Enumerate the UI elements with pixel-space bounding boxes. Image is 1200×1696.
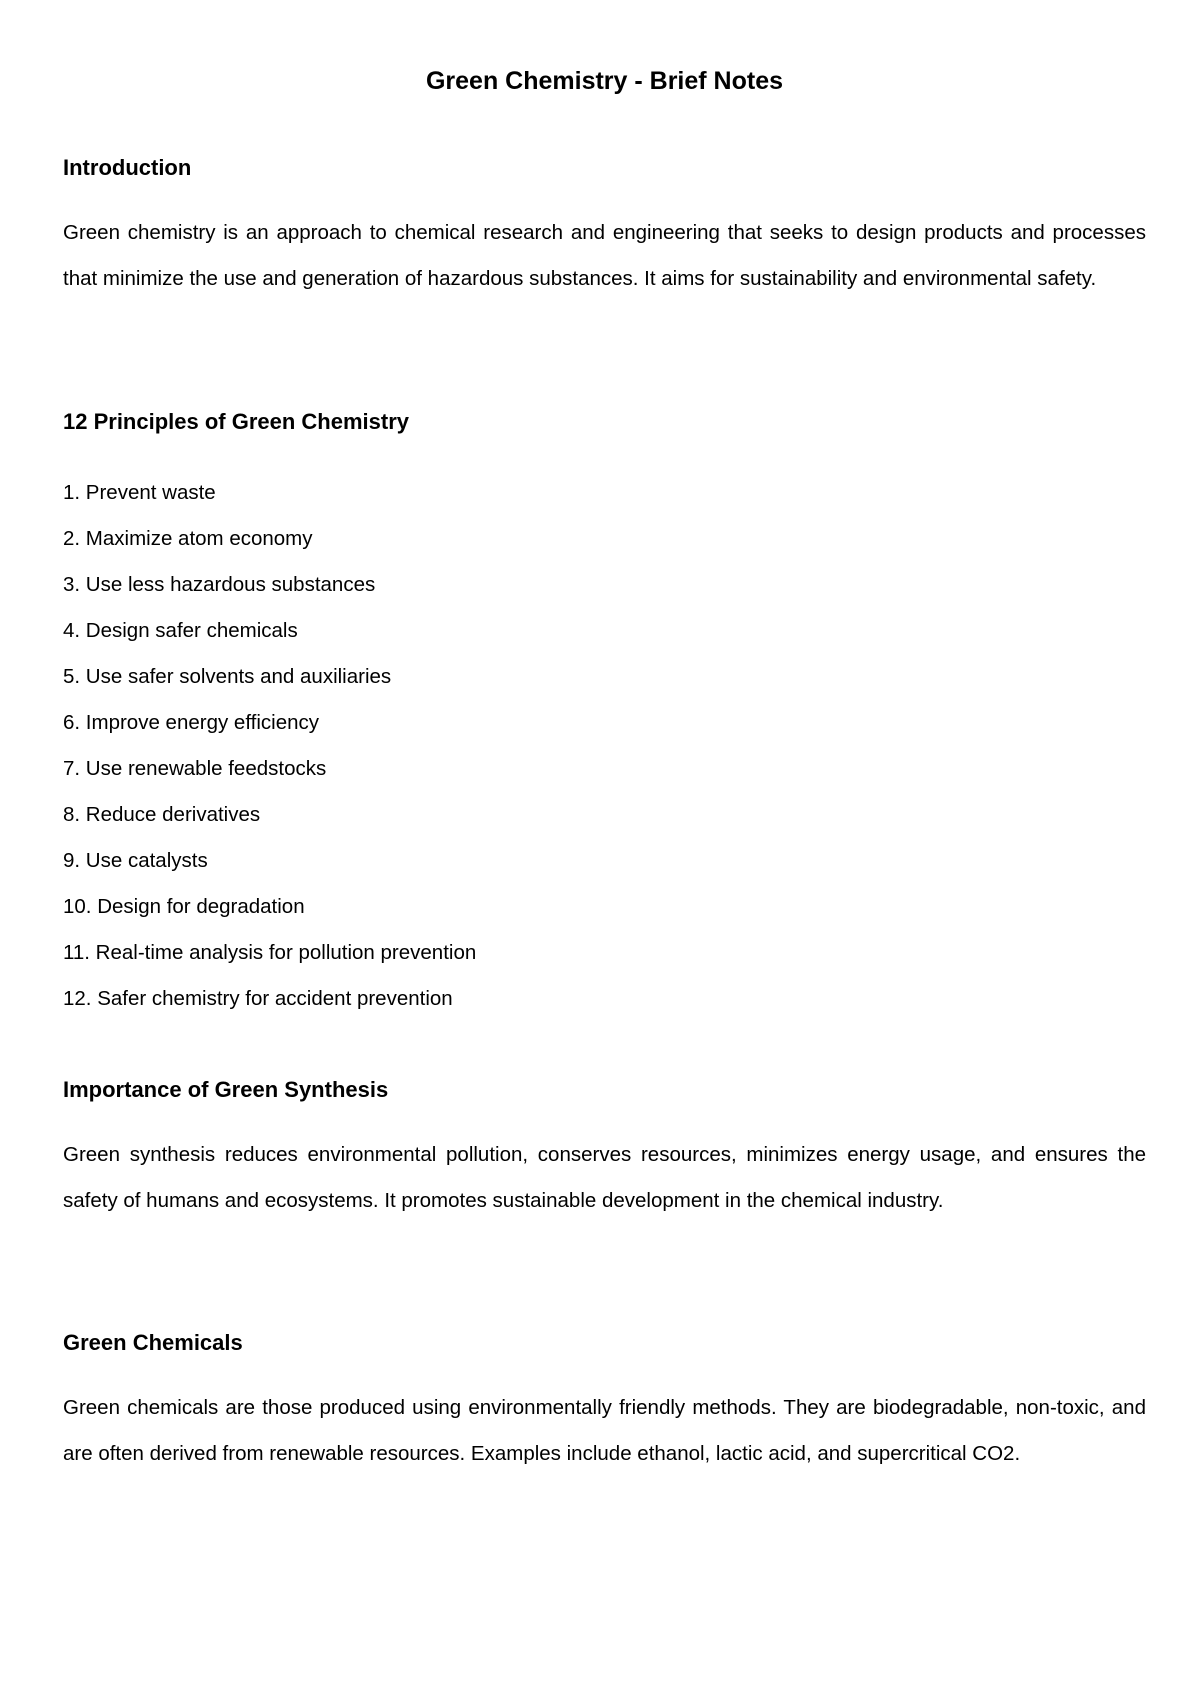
principle-item: 8. Reduce derivatives [63,803,261,826]
importance-paragraph: Green synthesis reduces environmental pollution, conserves resources, minimizes energy usage, and ensures the safety of humans and ecosystems. It promotes sustainable development in the chemical industry. [63,1143,1146,1212]
principle-item: 9. Use catalysts [63,849,208,872]
principle-item: 12. Safer chemistry for accident prevention [63,987,453,1010]
introduction-paragraph: Green chemistry is an approach to chemical research and engineering that seeks to design products and processes that minimize the use and generation of hazardous substances. It aims for sustainability and environmental safety. [63,221,1146,290]
section-heading-green-chemicals: Green Chemicals [63,1330,243,1355]
principle-item: 1. Prevent waste [63,481,216,504]
principle-item: 7. Use renewable feedstocks [63,757,327,780]
document-page [63,0,1146,1696]
section-heading-principles: 12 Principles of Green Chemistry [63,409,410,434]
section-heading-importance: Importance of Green Synthesis [63,1077,389,1102]
principle-item: 4. Design safer chemicals [63,619,298,642]
principle-item: 5. Use safer solvents and auxiliaries [63,665,392,688]
principles-list [63,470,476,1022]
principle-item: 10. Design for degradation [63,895,305,918]
document-title: Green Chemistry - Brief Notes [425,67,784,95]
principle-item: 3. Use less hazardous substances [63,573,376,596]
green-chemicals-paragraph: Green chemicals are those produced using environmentally friendly methods. They are biodegradable, non-toxic, and are often derived from renewable resources. Examples include ethanol, lactic acid, and supercritical CO2. [63,1396,1146,1465]
principle-item: 2. Maximize atom economy [63,527,313,550]
principle-item: 11. Real-time analysis for pollution prevention [63,941,477,964]
principle-item: 6. Improve energy efficiency [63,711,319,734]
section-heading-introduction: Introduction [63,155,192,180]
